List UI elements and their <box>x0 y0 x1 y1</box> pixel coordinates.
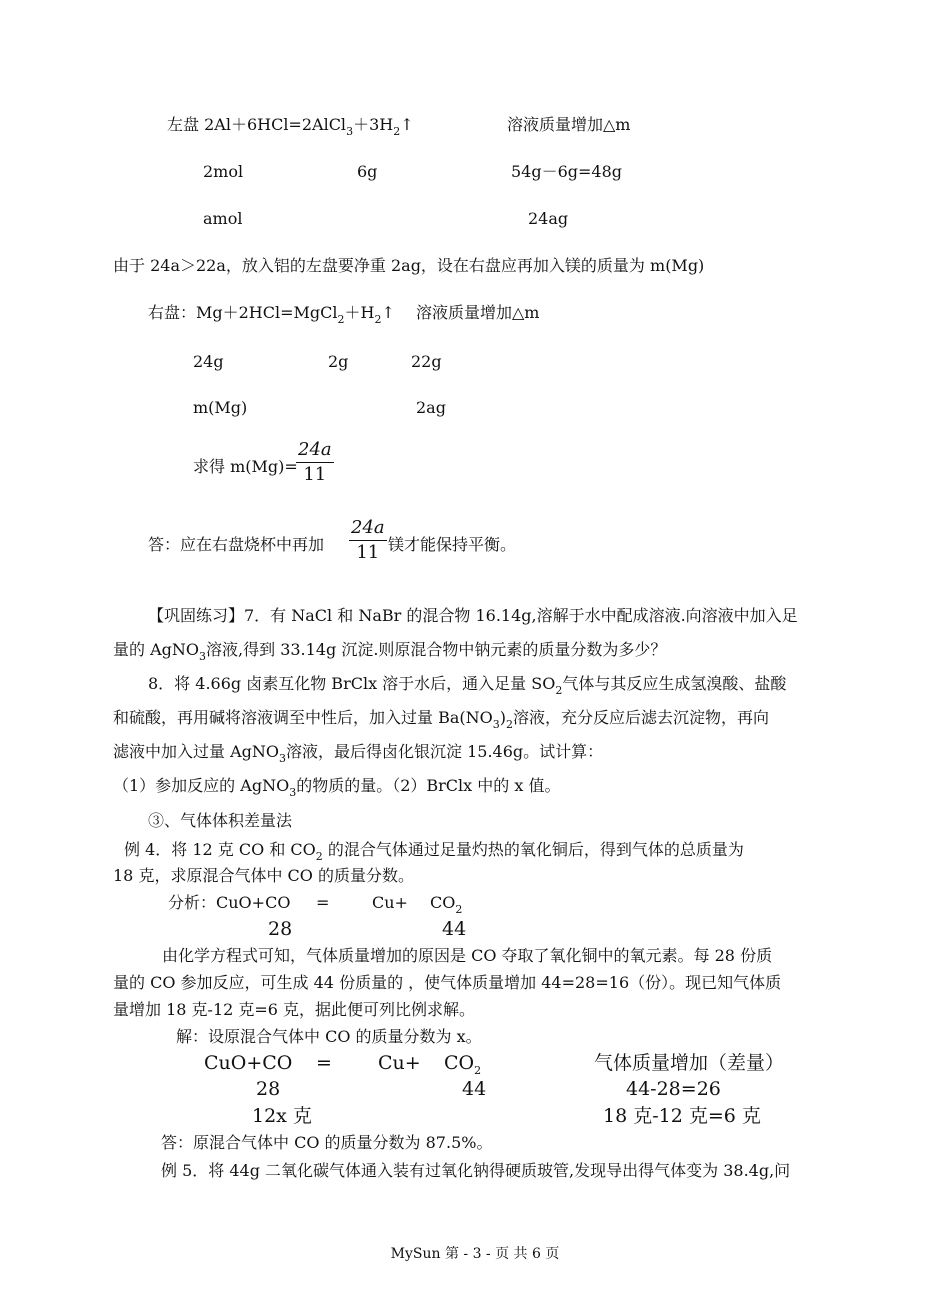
analysis-cu: Cu+ <box>372 893 408 912</box>
solution-equals: = <box>316 1052 332 1074</box>
analysis-44: 44 <box>442 918 467 940</box>
right-pan-equation: 右盘：$Mg+2HCl=MgCl_2+H_2↑$ <box>148 303 395 326</box>
row-22g: 22g <box>411 352 442 371</box>
page-footer: MySun 第 - 3 - 页 共 6 页 <box>390 1246 560 1262</box>
analysis-28: 28 <box>268 918 293 940</box>
row-24g: 24g <box>193 352 224 371</box>
solution-44: 44 <box>462 1078 487 1100</box>
row-mmg: m(Mg) <box>193 398 248 417</box>
solution-increase-label: 气体质量增加（差量） <box>594 1052 785 1074</box>
practice-7-line2: 量的 AgNO$_3$溶液,得到 33.14g 沉淀.则原混合物中钠元素的质量分数为多少？ <box>113 640 667 663</box>
solve-prefix: 求得 m(Mg)= <box>193 457 298 476</box>
example-4-line1: 例 4．将 12 克 CO 和 $CO_2$ 的混合气体通过足量灼热的氧化铜后，得到气体的总质量为 <box>124 840 744 863</box>
practice-7-line1: 【巩固练习】7．有 NaCl 和 NaBr 的混合物 16.14g,溶解于水中配成溶液.向溶液中加入足 <box>148 606 798 625</box>
solution-answer: 答：原混合气体中 CO 的质量分数为 87.5%。 <box>161 1133 493 1152</box>
practice-8-line1: 8．将 4.66g 卤素互化物 BrClx 溶于水后，通入足量 $SO_2$气体与其反应生成氢溴酸、盐酸 <box>148 674 787 697</box>
fraction-numerator: 24a <box>349 518 387 541</box>
practice-8-line4: （1）参加反应的 AgNO$_3$的物质的量。（2）BrClx 中的 x 值。 <box>113 776 561 799</box>
analysis-equals: = <box>316 893 330 912</box>
left-delta-label: 溶液质量增加△m <box>507 115 631 134</box>
solution-6g: 18 克-12 克=6 克 <box>603 1105 761 1127</box>
analysis-equation: 分析：CuO+CO <box>168 893 291 912</box>
solution-setup: 解：设原混合气体中 CO 的质量分数为 x。 <box>176 1027 482 1046</box>
left-pan-equation: 左盘 $2Al+6HCl=2AlCl_3+3H_2↑$ <box>167 115 414 138</box>
explanation-line2: 量的 CO 参加反应，可生成 44 份质量的 ，使气体质量增加 44=28=16（份）。现已知气体质 <box>113 973 782 992</box>
row-amol: amol <box>203 209 243 228</box>
right-delta-label: 溶液质量增加△m <box>416 303 540 322</box>
example-5-line1: 例 5．将 44g 二氧化碳气体通入装有过氧化钠得硬质玻管,发现导出得气体变为 38.4g,问 <box>161 1161 791 1180</box>
solution-28: 28 <box>256 1078 281 1100</box>
solution-co2: $CO_2$ <box>444 1052 482 1077</box>
answer-prefix: 答：应在右盘烧杯中再加 <box>148 535 325 554</box>
answer-suffix: 镁才能保持平衡。 <box>388 535 517 554</box>
fraction-answer <box>349 518 387 563</box>
row-2mol: 2mol <box>203 162 244 181</box>
section-heading: ③、气体体积差量法 <box>148 811 293 830</box>
example-4-line2: 18 克，求原混合气体中 CO 的质量分数。 <box>113 866 414 885</box>
reason-line: 由于 24a＞22a，放入铝的左盘要净重 2ag，设在右盘应再加入镁的质量为 m(Mg) <box>113 256 705 275</box>
analysis-co2: $CO_2$ <box>430 893 463 916</box>
row-24ag: 24ag <box>528 209 569 228</box>
practice-8-line2: 和硫酸，再用碱将溶液调至中性后，加入过量 $Ba(NO_3)_2$溶液，充分反应后滤去沉淀物，再向 <box>113 708 770 731</box>
solution-cuo-co: CuO+CO <box>204 1052 293 1074</box>
practice-8-line3: 滤液中加入过量 AgNO$_3$溶液，最后得卤化银沉淀 15.46g。试计算： <box>113 742 604 765</box>
fraction-denominator: 11 <box>303 464 327 485</box>
solution-cu: Cu+ <box>378 1052 421 1074</box>
explanation-line3: 量增加 18 克-12 克=6 克，据此便可列比例求解。 <box>113 1000 476 1019</box>
fraction-mmg <box>296 440 334 485</box>
row-2g: 2g <box>328 352 349 371</box>
solution-diff: 44-28=26 <box>626 1078 721 1100</box>
fraction-numerator: 24a <box>296 440 334 463</box>
fraction-denominator: 11 <box>356 542 380 563</box>
row-48g: 54g－6g=48g <box>511 162 623 181</box>
solution-12x: 12x 克 <box>252 1105 312 1127</box>
explanation-line1: 由化学方程式可知，气体质量增加的原因是 CO 夺取了氧化铜中的氧元素。每 28 份质 <box>162 946 773 965</box>
row-6g: 6g <box>357 162 378 181</box>
row-2ag: 2ag <box>416 398 446 417</box>
